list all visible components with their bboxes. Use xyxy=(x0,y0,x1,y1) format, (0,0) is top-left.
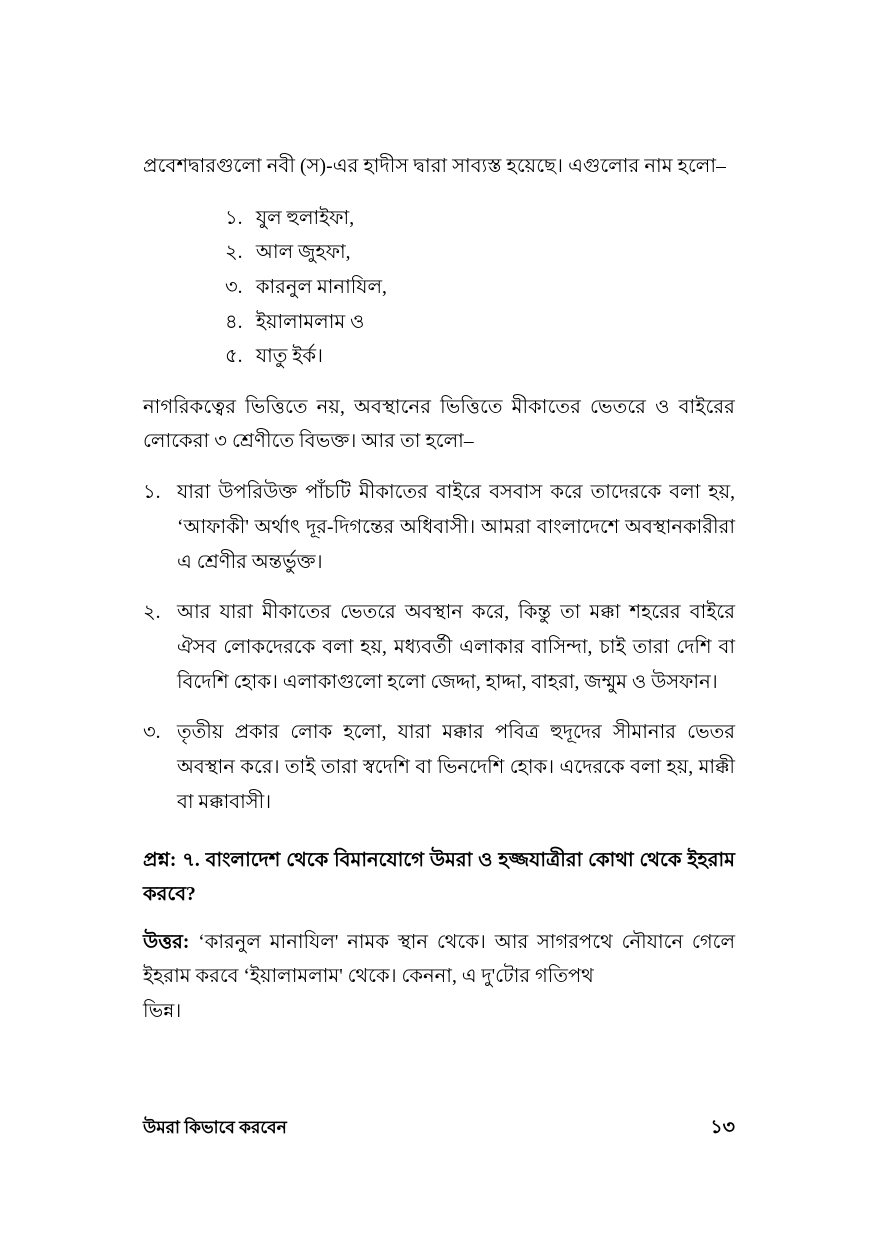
list-item-label: তৃতীয় প্রকার লোক হলো, যারা মক্কার পবিত্র হুদূদের সীমানার ভেতর অবস্থান করে। তাই তারা স্বদেশি বা ভিনদেশি হোক। এদেরকে বলা হয়, মাক্কী বা মক্কাবাসী। xyxy=(177,722,735,813)
question-label: প্রশ্ন: xyxy=(143,850,177,872)
list-item-number: ৩. xyxy=(143,722,161,744)
list-item-number: ৫. xyxy=(225,346,243,368)
list-item-label: যুল হুলাইফা, xyxy=(255,207,355,229)
list-item-label: যারা উপরিউক্ত পাঁচটি মীকাতের বাইরে বসবাস করে তাদেরকে বলা হয়, ‘আফাকী' অর্থাৎ দূর-দিগন্তের অধিবাসী। আমরা বাংলাদেশে অবস্থানকারীরা এ শ্রেণীর অন্তর্ভুক্ত। xyxy=(177,482,735,573)
page-content xyxy=(143,150,735,1030)
answer-label: উত্তর: xyxy=(143,931,190,953)
list-item xyxy=(143,271,735,306)
list-item-label: কারনুল মানাযিল, xyxy=(255,276,387,298)
list-item-label: আর যারা মীকাতের ভেতরে অবস্থান করে, কিন্তু তা মক্কা শহরের বাইরে ঐসব লোকদেরকে বলা হয়, মধ্যবর্তী এলাকার বাসিন্দা, চাই তারা দেশি বা বিদেশি হোক। এলাকাগুলো হলো জেদ্দা, হাদ্দা, বাহরা, জম্মুম ও উসফান। xyxy=(177,602,735,693)
list-item-number: ৩. xyxy=(225,276,243,298)
list-item-label: আল জুহফা, xyxy=(255,242,351,264)
categories-list xyxy=(143,476,735,820)
list-item xyxy=(143,340,735,375)
categories-intro-paragraph: নাগরিকত্বের ভিত্তিতে নয়, অবস্থানের ভিত্তিতে মীকাতের ভেতরে ও বাইরের লোকেরা ৩ শ্রেণীতে বিভক্ত। আর তা হলো– xyxy=(143,397,735,452)
list-item-label: ইয়ালামলাম ও xyxy=(255,311,365,333)
footer-page-number: ১৩ xyxy=(710,1117,735,1138)
question-paragraph xyxy=(143,844,735,911)
list-item xyxy=(143,202,735,237)
list-item-number: ২. xyxy=(225,242,243,264)
list-item-number: ২. xyxy=(143,602,161,624)
list-item xyxy=(143,716,735,820)
answer-paragraph xyxy=(143,926,735,995)
page-footer xyxy=(143,1113,735,1145)
list-item xyxy=(143,306,735,341)
list-item-label: যাতু ইর্ক। xyxy=(255,346,324,368)
list-item xyxy=(143,476,735,580)
answer-text: ‘কারনুল মানাযিল' নামক স্থান থেকে। আর সাগরপথে নৌযানে গেলে ইহরাম করবে ‘ইয়ালামলাম' থেকে। কেননা, এ দু'টোর গতিপথ xyxy=(143,931,735,988)
list-item-number: ৪. xyxy=(225,311,243,333)
footer-book-title: উমরা কিভাবে করবেন xyxy=(143,1118,287,1137)
list-item-number: ১. xyxy=(143,482,161,504)
list-item xyxy=(143,596,735,700)
question-text: ৭. বাংলাদেশ থেকে বিমানযোগে উমরা ও হজ্জযাত্রীরা কোথা থেকে ইহরাম করবে? xyxy=(143,850,735,905)
list-item xyxy=(143,236,735,271)
mikat-list xyxy=(143,202,735,376)
answer-last-line: ভিন্ন। xyxy=(143,1000,182,1022)
question-answer-block xyxy=(143,844,735,1029)
intro-paragraph: প্রবেশদ্বারগুলো নবী (স)-এর হাদীস দ্বারা সাব্যস্ত হয়েছে। এগুলোর নাম হলো– xyxy=(143,156,726,177)
list-item-number: ১. xyxy=(225,207,243,229)
